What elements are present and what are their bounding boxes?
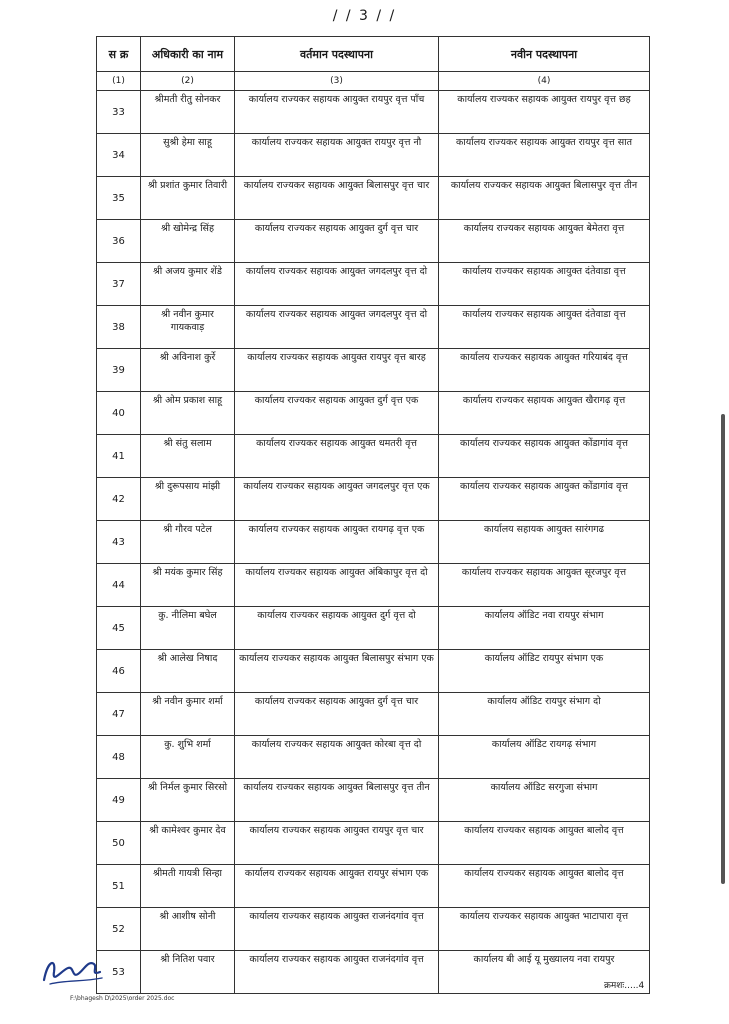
table-row	[97, 134, 650, 177]
current-posting-cell: कार्यालय राज्यकर सहायक आयुक्त जगदलपुर वृत्त दो	[235, 263, 439, 306]
officer-name-cell: श्री आशीष सोनी	[141, 908, 235, 951]
column-index: (4)	[439, 72, 650, 91]
header-serial: स क्र	[97, 37, 141, 72]
table-row	[97, 822, 650, 865]
header-current-posting: वर्तमान पदस्थापना	[235, 37, 439, 72]
table-row	[97, 521, 650, 564]
serial-number-cell: 40	[97, 392, 141, 435]
serial-number-cell: 45	[97, 607, 141, 650]
table-row	[97, 478, 650, 521]
column-index: (3)	[235, 72, 439, 91]
table-row	[97, 650, 650, 693]
current-posting-cell: कार्यालय राज्यकर सहायक आयुक्त बिलासपुर वृत्त चार	[235, 177, 439, 220]
current-posting-cell: कार्यालय राज्यकर सहायक आयुक्त दुर्ग वृत्त एक	[235, 392, 439, 435]
table-row	[97, 91, 650, 134]
serial-number-cell: 50	[97, 822, 141, 865]
new-posting-cell: कार्यालय राज्यकर सहायक आयुक्त बालोद वृत्त	[439, 865, 650, 908]
serial-number-cell: 43	[97, 521, 141, 564]
table-row	[97, 435, 650, 478]
current-posting-cell: कार्यालय राज्यकर सहायक आयुक्त राजनंदगांव वृत्त	[235, 908, 439, 951]
table-row	[97, 865, 650, 908]
table-row	[97, 263, 650, 306]
new-posting-cell: कार्यालय राज्यकर सहायक आयुक्त दंतेवाडा वृत्त	[439, 263, 650, 306]
current-posting-cell: कार्यालय राज्यकर सहायक आयुक्त धमतरी वृत्त	[235, 435, 439, 478]
officer-name-cell: कु. नीलिमा बघेल	[141, 607, 235, 650]
serial-number-cell: 52	[97, 908, 141, 951]
officer-name-cell: श्री नवीन कुमार गायकवाड़	[141, 306, 235, 349]
serial-number-cell: 47	[97, 693, 141, 736]
table-row	[97, 908, 650, 951]
officer-name-cell: श्री अविनाश कुर्रे	[141, 349, 235, 392]
current-posting-cell: कार्यालय राज्यकर सहायक आयुक्त दुर्ग वृत्त दो	[235, 607, 439, 650]
current-posting-cell: कार्यालय राज्यकर सहायक आयुक्त रायपुर वृत्त चार	[235, 822, 439, 865]
current-posting-cell: कार्यालय राज्यकर सहायक आयुक्त रायगढ़ वृत्त एक	[235, 521, 439, 564]
current-posting-cell: कार्यालय राज्यकर सहायक आयुक्त बिलासपुर संभाग एक	[235, 650, 439, 693]
serial-number-cell: 53	[97, 951, 141, 994]
officer-name-cell: श्रीमती रीतु सोनकर	[141, 91, 235, 134]
column-index: (1)	[97, 72, 141, 91]
current-posting-cell: कार्यालय राज्यकर सहायक आयुक्त राजनंदगांव वृत्त	[235, 951, 439, 994]
serial-number-cell: 42	[97, 478, 141, 521]
table-row	[97, 220, 650, 263]
table-row	[97, 349, 650, 392]
officer-name-cell: श्री ओम प्रकाश साहू	[141, 392, 235, 435]
current-posting-cell: कार्यालय राज्यकर सहायक आयुक्त जगदलपुर वृत्त दो	[235, 306, 439, 349]
serial-number-cell: 41	[97, 435, 141, 478]
current-posting-cell: कार्यालय राज्यकर सहायक आयुक्त रायपुर वृत्त बारह	[235, 349, 439, 392]
table-row	[97, 779, 650, 822]
serial-number-cell: 34	[97, 134, 141, 177]
new-posting-cell: कार्यालय ऑडिट रायगढ़ संभाग	[439, 736, 650, 779]
new-posting-cell: कार्यालय ऑडिट रायपुर संभाग एक	[439, 650, 650, 693]
new-posting-cell: कार्यालय ऑडिट सरगुजा संभाग	[439, 779, 650, 822]
current-posting-cell: कार्यालय राज्यकर सहायक आयुक्त रायपुर वृत्त नौ	[235, 134, 439, 177]
table-row	[97, 177, 650, 220]
scrollbar[interactable]	[721, 414, 725, 884]
officer-name-cell: श्रीमती गायत्री सिन्हा	[141, 865, 235, 908]
signature	[38, 950, 108, 990]
table-row	[97, 392, 650, 435]
serial-number-cell: 49	[97, 779, 141, 822]
file-path: F:\bhagesh D\2025\order 2025.doc	[70, 995, 175, 1002]
new-posting-cell: कार्यालय राज्यकर सहायक आयुक्त बालोद वृत्त	[439, 822, 650, 865]
table-row	[97, 736, 650, 779]
new-posting-cell: कार्यालय राज्यकर सहायक आयुक्त दंतेवाडा वृत्त	[439, 306, 650, 349]
table-row	[97, 306, 650, 349]
new-posting-cell: कार्यालय ऑडिट नवा रायपुर संभाग	[439, 607, 650, 650]
header-new-posting: नवीन पदस्थापना	[439, 37, 650, 72]
new-posting-cell: कार्यालय बी आई यू मुख्यालय नवा रायपुर	[439, 951, 650, 994]
header-officer-name: अधिकारी का नाम	[141, 37, 235, 72]
current-posting-cell: कार्यालय राज्यकर सहायक आयुक्त रायपुर संभाग एक	[235, 865, 439, 908]
new-posting-cell: कार्यालय राज्यकर सहायक आयुक्त बिलासपुर वृत्त तीन	[439, 177, 650, 220]
current-posting-cell: कार्यालय राज्यकर सहायक आयुक्त बिलासपुर वृत्त तीन	[235, 779, 439, 822]
column-index: (2)	[141, 72, 235, 91]
officer-name-cell: कु. शुभि शर्मा	[141, 736, 235, 779]
serial-number-cell: 38	[97, 306, 141, 349]
officer-name-cell: श्री संतु सलाम	[141, 435, 235, 478]
officer-name-cell: श्री दुरूपसाय मांझी	[141, 478, 235, 521]
officer-name-cell: श्री अजय कुमार शेंडे	[141, 263, 235, 306]
column-index-row	[97, 72, 650, 91]
officer-name-cell: श्री खोमेन्द्र सिंह	[141, 220, 235, 263]
officer-name-cell: श्री मयंक कुमार सिंह	[141, 564, 235, 607]
officer-name-cell: श्री कामेश्वर कुमार देव	[141, 822, 235, 865]
officer-name-cell: श्री प्रशांत कुमार तिवारी	[141, 177, 235, 220]
new-posting-cell: कार्यालय राज्यकर सहायक आयुक्त खैरागढ़ वृत्त	[439, 392, 650, 435]
transfer-table	[96, 36, 650, 994]
current-posting-cell: कार्यालय राज्यकर सहायक आयुक्त रायपुर वृत्त पाँच	[235, 91, 439, 134]
serial-number-cell: 51	[97, 865, 141, 908]
officer-name-cell: श्री निर्मल कुमार सिरसो	[141, 779, 235, 822]
officer-name-cell: सुश्री हेमा साहू	[141, 134, 235, 177]
serial-number-cell: 46	[97, 650, 141, 693]
new-posting-cell: कार्यालय राज्यकर सहायक आयुक्त सूरजपुर वृत्त	[439, 564, 650, 607]
new-posting-cell: कार्यालय राज्यकर सहायक आयुक्त रायपुर वृत्त छह	[439, 91, 650, 134]
current-posting-cell: कार्यालय राज्यकर सहायक आयुक्त दुर्ग वृत्त चार	[235, 220, 439, 263]
serial-number-cell: 36	[97, 220, 141, 263]
table-header-row	[97, 37, 650, 72]
page-marker: / / 3 / /	[332, 8, 397, 24]
new-posting-cell: कार्यालय राज्यकर सहायक आयुक्त भाटापारा वृत्त	[439, 908, 650, 951]
new-posting-cell: कार्यालय राज्यकर सहायक आयुक्त कोंडागांव वृत्त	[439, 435, 650, 478]
new-posting-cell: कार्यालय राज्यकर सहायक आयुक्त गरियाबंद वृत्त	[439, 349, 650, 392]
current-posting-cell: कार्यालय राज्यकर सहायक आयुक्त दुर्ग वृत्त चार	[235, 693, 439, 736]
serial-number-cell: 39	[97, 349, 141, 392]
serial-number-cell: 44	[97, 564, 141, 607]
serial-number-cell: 37	[97, 263, 141, 306]
officer-name-cell: श्री आलेख निषाद	[141, 650, 235, 693]
current-posting-cell: कार्यालय राज्यकर सहायक आयुक्त जगदलपुर वृत्त एक	[235, 478, 439, 521]
continued-marker: क्रमशः.....4	[604, 981, 645, 991]
new-posting-cell: कार्यालय राज्यकर सहायक आयुक्त बेमेतरा वृत्त	[439, 220, 650, 263]
serial-number-cell: 35	[97, 177, 141, 220]
table-row	[97, 693, 650, 736]
serial-number-cell: 33	[97, 91, 141, 134]
table-row	[97, 951, 650, 994]
serial-number-cell: 48	[97, 736, 141, 779]
table-row	[97, 564, 650, 607]
officer-name-cell: श्री नितिश पवार	[141, 951, 235, 994]
officer-name-cell: श्री नवीन कुमार शर्मा	[141, 693, 235, 736]
table-row	[97, 607, 650, 650]
new-posting-cell: कार्यालय ऑडिट रायपुर संभाग दो	[439, 693, 650, 736]
current-posting-cell: कार्यालय राज्यकर सहायक आयुक्त कोरबा वृत्त दो	[235, 736, 439, 779]
current-posting-cell: कार्यालय राज्यकर सहायक आयुक्त अंबिकापुर वृत्त दो	[235, 564, 439, 607]
new-posting-cell: कार्यालय राज्यकर सहायक आयुक्त कोंडागांव वृत्त	[439, 478, 650, 521]
officer-name-cell: श्री गौरव पटेल	[141, 521, 235, 564]
new-posting-cell: कार्यालय सहायक आयुक्त सारंगगढ	[439, 521, 650, 564]
new-posting-cell: कार्यालय राज्यकर सहायक आयुक्त रायपुर वृत्त सात	[439, 134, 650, 177]
